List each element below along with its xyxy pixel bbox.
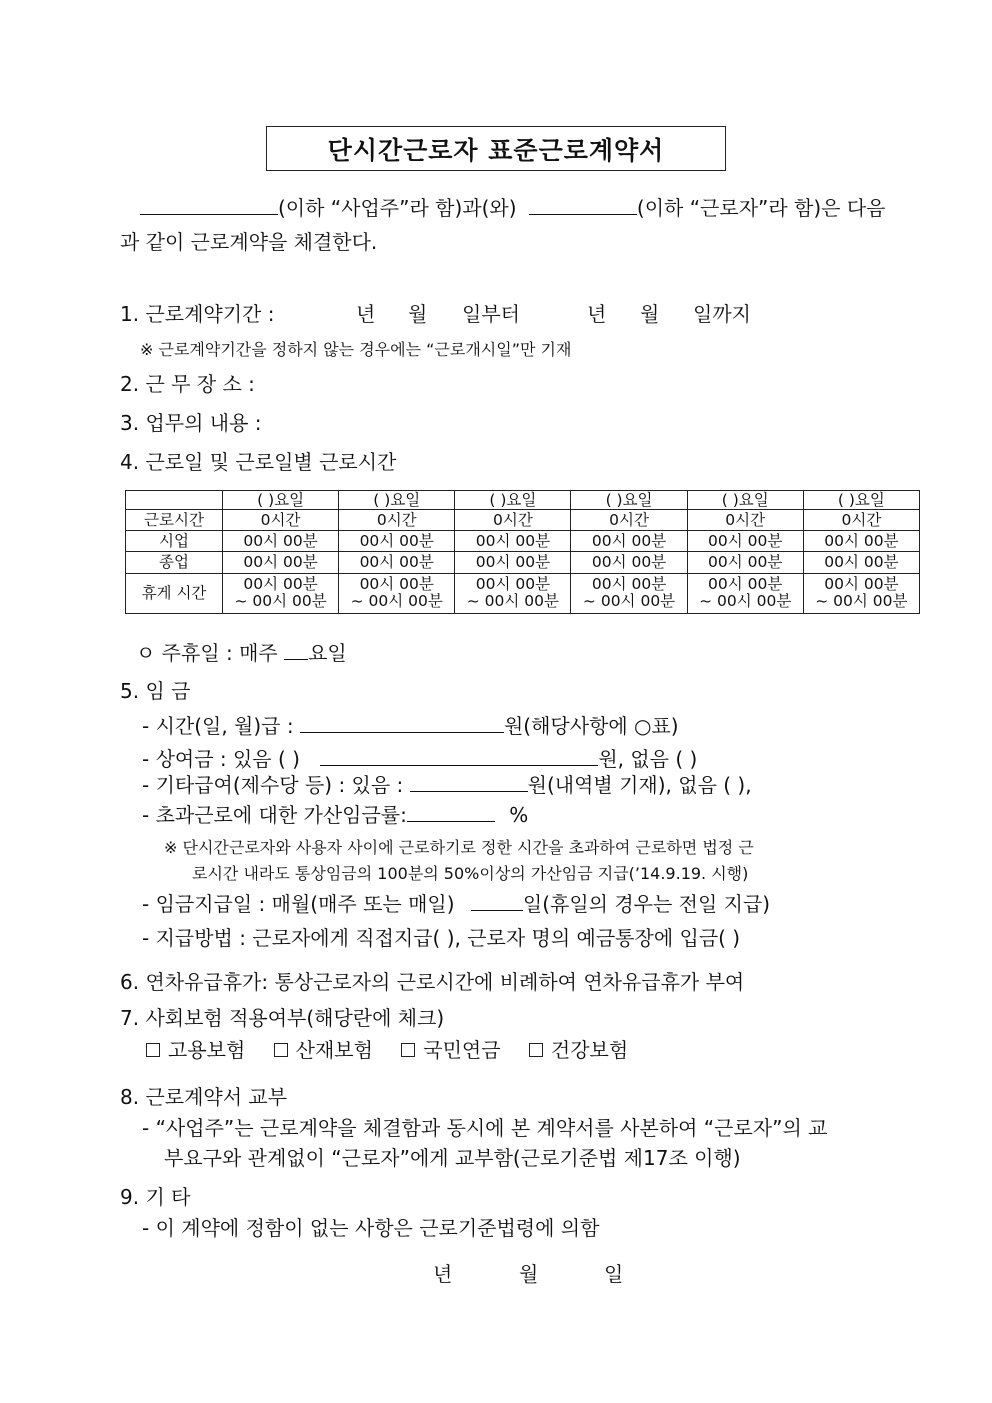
- document-title: [266, 126, 726, 171]
- break-end: ~ 00시 00분: [350, 592, 443, 611]
- hourly-wage-blank[interactable]: [300, 714, 504, 733]
- hours-cell[interactable]: 0시간: [339, 510, 455, 531]
- employee-name-blank[interactable]: [529, 196, 637, 215]
- insurance-label: 건강보험: [550, 1038, 629, 1062]
- insurance-options: [146, 1034, 628, 1063]
- hours-cell[interactable]: 0시간: [455, 510, 571, 531]
- weekly-holiday-blank[interactable]: [284, 641, 308, 660]
- hours-cell[interactable]: 0시간: [571, 510, 687, 531]
- break-start: 00시 00분: [243, 575, 318, 594]
- payment-method-line: - 지급방법 : 근로자에게 직접지급( ), 근로자 명의 예금통장에 입금( ): [142, 926, 741, 950]
- other-pay-label: - 기타급여(제수당 등) : 있음 :: [142, 773, 404, 797]
- end-time-cell[interactable]: 00시 00분: [803, 552, 919, 573]
- start-time-cell[interactable]: 00시 00분: [455, 531, 571, 552]
- other-pay-suffix: 원(내역별 기재), 없음 ( ),: [527, 773, 752, 797]
- break-start: 00시 00분: [708, 575, 783, 594]
- break-time-cell[interactable]: [339, 573, 455, 613]
- end-time-cell[interactable]: 00시 00분: [455, 552, 571, 573]
- overtime-rate-blank[interactable]: [407, 803, 495, 822]
- s1-label: 1. 근로계약기간 :: [120, 302, 275, 326]
- day-header[interactable]: ( )요일: [687, 491, 803, 510]
- break-end: ~ 00시 00분: [234, 592, 327, 611]
- break-time-cell[interactable]: [571, 573, 687, 613]
- break-start: 00시 00분: [591, 575, 667, 594]
- break-end: ~ 00시 00분: [582, 592, 676, 611]
- break-end: ~ 00시 00분: [699, 592, 792, 611]
- date-month: 월: [519, 1262, 539, 1286]
- start-time-cell[interactable]: 00시 00분: [687, 531, 803, 552]
- s3-label: 3. 업무의 내용 :: [120, 411, 262, 435]
- table-corner-cell: [126, 491, 223, 510]
- start-time-cell[interactable]: 00시 00분: [571, 531, 687, 552]
- s7-label: 7. 사회보험 적용여부(해당란에 체크): [120, 1006, 445, 1030]
- s9-label: 9. 기 타: [120, 1185, 191, 1209]
- row-label: 종업: [126, 552, 223, 573]
- s4-label: 4. 근로일 및 근로일별 근로시간: [120, 450, 397, 474]
- weekly-holiday-suffix: 요일: [308, 641, 347, 665]
- insurance-label: 고용보험: [168, 1038, 246, 1062]
- table-row: [126, 552, 920, 573]
- break-time-cell[interactable]: [803, 573, 919, 613]
- row-label: 시업: [126, 531, 223, 552]
- intro-part1: (이하 “사업주”라 함)과(와): [278, 196, 517, 220]
- intro-part2: (이하 “근로자”라 함)은 다음: [636, 196, 886, 220]
- start-time-cell[interactable]: 00시 00분: [339, 531, 455, 552]
- insurance-option[interactable]: [401, 1038, 500, 1062]
- overtime-note-2: 로시간 내라도 통상임금의 100분의 50%이상의 가산임금 지급(’14.9.19. 시행): [192, 864, 749, 883]
- s1-note: ※ 근로계약기간을 정하지 않는 경우에는 “근로개시일”만 기재: [140, 340, 572, 359]
- break-time-cell[interactable]: [223, 573, 339, 613]
- s1-from-year: 년: [356, 302, 376, 326]
- hours-cell[interactable]: 0시간: [803, 510, 919, 531]
- row-label: 휴게 시간: [126, 573, 223, 613]
- break-end: ~ 00시 00분: [466, 592, 559, 611]
- s1-from-day: 일부터: [462, 302, 520, 326]
- break-start: 00시 00분: [824, 575, 899, 594]
- s8-line-1: - “사업주”는 근로계약을 체결함과 동시에 본 계약서를 사본하여 “근로자”의 교: [142, 1116, 828, 1140]
- hourly-wage-suffix: 원(해당사항에 ○표): [503, 714, 679, 738]
- title-text: 단시간근로자 표준근로계약서: [327, 135, 665, 165]
- end-time-cell[interactable]: 00시 00분: [687, 552, 803, 573]
- bonus-line: [142, 743, 697, 772]
- overtime-note-1: ※ 단시간근로자와 사용자 사이에 근로하기로 정한 시간을 초과하여 근로하면 법정 근: [164, 838, 754, 857]
- payday-suffix: 일(휴일의 경우는 전일 지급): [522, 892, 771, 916]
- s1-to-year: 년: [587, 302, 607, 326]
- table-row: [126, 573, 920, 613]
- break-start: 00시 00분: [359, 575, 434, 594]
- bonus-blank[interactable]: [320, 747, 598, 766]
- s5-label: 5. 임 금: [120, 679, 191, 703]
- employer-name-blank[interactable]: [140, 196, 278, 215]
- s8-label: 8. 근로계약서 교부: [120, 1085, 288, 1109]
- day-header[interactable]: ( )요일: [455, 491, 571, 510]
- insurance-option[interactable]: [274, 1038, 373, 1062]
- work-schedule-table: [125, 490, 920, 614]
- insurance-label: 산재보험: [295, 1038, 373, 1062]
- row-label: 근로시간: [126, 510, 223, 531]
- date-day: 일: [604, 1262, 624, 1286]
- checkbox-icon[interactable]: [401, 1043, 415, 1057]
- overtime-percent: %: [509, 803, 529, 827]
- end-time-cell[interactable]: 00시 00분: [223, 552, 339, 573]
- payday-line: [142, 888, 770, 917]
- overtime-line: [142, 799, 528, 828]
- break-end: ~ 00시 00분: [815, 592, 908, 611]
- day-header[interactable]: ( )요일: [339, 491, 455, 510]
- hours-cell[interactable]: 0시간: [687, 510, 803, 531]
- break-start: 00시 00분: [475, 575, 551, 594]
- s1-to-day: 일까지: [693, 302, 751, 326]
- table-header-row: [126, 491, 920, 510]
- checkbox-icon[interactable]: [274, 1043, 288, 1057]
- payday-blank[interactable]: [471, 892, 523, 911]
- start-time-cell[interactable]: 00시 00분: [223, 531, 339, 552]
- overtime-label: - 초과근로에 대한 가산임금률:: [142, 803, 407, 827]
- table-row: [126, 510, 920, 531]
- date-year: 년: [433, 1262, 453, 1286]
- insurance-option[interactable]: [146, 1038, 245, 1062]
- s1-to-month: 월: [640, 302, 660, 326]
- insurance-label: 국민연금: [423, 1038, 501, 1062]
- bonus-suffix: 원, 없음 ( ): [598, 747, 698, 771]
- hourly-wage-label: - 시간(일, 월)급 :: [142, 714, 294, 738]
- break-time-cell[interactable]: [687, 573, 803, 613]
- day-header[interactable]: ( )요일: [803, 491, 919, 510]
- hourly-wage-line: [142, 710, 679, 739]
- day-header[interactable]: ( )요일: [571, 491, 687, 510]
- s2-label: 2. 근 무 장 소 :: [120, 372, 255, 396]
- intro-line-1: [140, 192, 886, 221]
- weekly-holiday-line: [136, 637, 347, 666]
- other-pay-line: [142, 769, 752, 798]
- payday-label: - 임금지급일 : 매월(매주 또는 매일): [142, 892, 455, 916]
- end-time-cell[interactable]: 00시 00분: [339, 552, 455, 573]
- s9-line-1: - 이 계약에 정함이 없는 사항은 근로기준법령에 의함: [142, 1216, 600, 1240]
- checkbox-icon[interactable]: [529, 1043, 543, 1057]
- table-row: [126, 531, 920, 552]
- start-time-cell[interactable]: 00시 00분: [803, 531, 919, 552]
- other-pay-blank[interactable]: [410, 773, 528, 792]
- checkbox-icon[interactable]: [146, 1043, 160, 1057]
- s1-from-month: 월: [408, 302, 428, 326]
- weekly-holiday-prefix: ㅇ 주휴일 : 매주: [136, 641, 278, 665]
- s6-line: 6. 연차유급휴가: 통상근로자의 근로시간에 비례하여 연차유급휴가 부여: [120, 970, 745, 994]
- end-time-cell[interactable]: 00시 00분: [571, 552, 687, 573]
- s8-line-2: 부요구와 관계없이 “근로자”에게 교부함(근로기준법 제17조 이행): [164, 1146, 741, 1170]
- hours-cell[interactable]: 0시간: [223, 510, 339, 531]
- day-header[interactable]: ( )요일: [223, 491, 339, 510]
- bonus-label: - 상여금 : 있음 ( ): [142, 747, 300, 771]
- insurance-option[interactable]: [529, 1038, 628, 1062]
- intro-line-2: 과 같이 근로계약을 체결한다.: [120, 230, 378, 254]
- break-time-cell[interactable]: [455, 573, 571, 613]
